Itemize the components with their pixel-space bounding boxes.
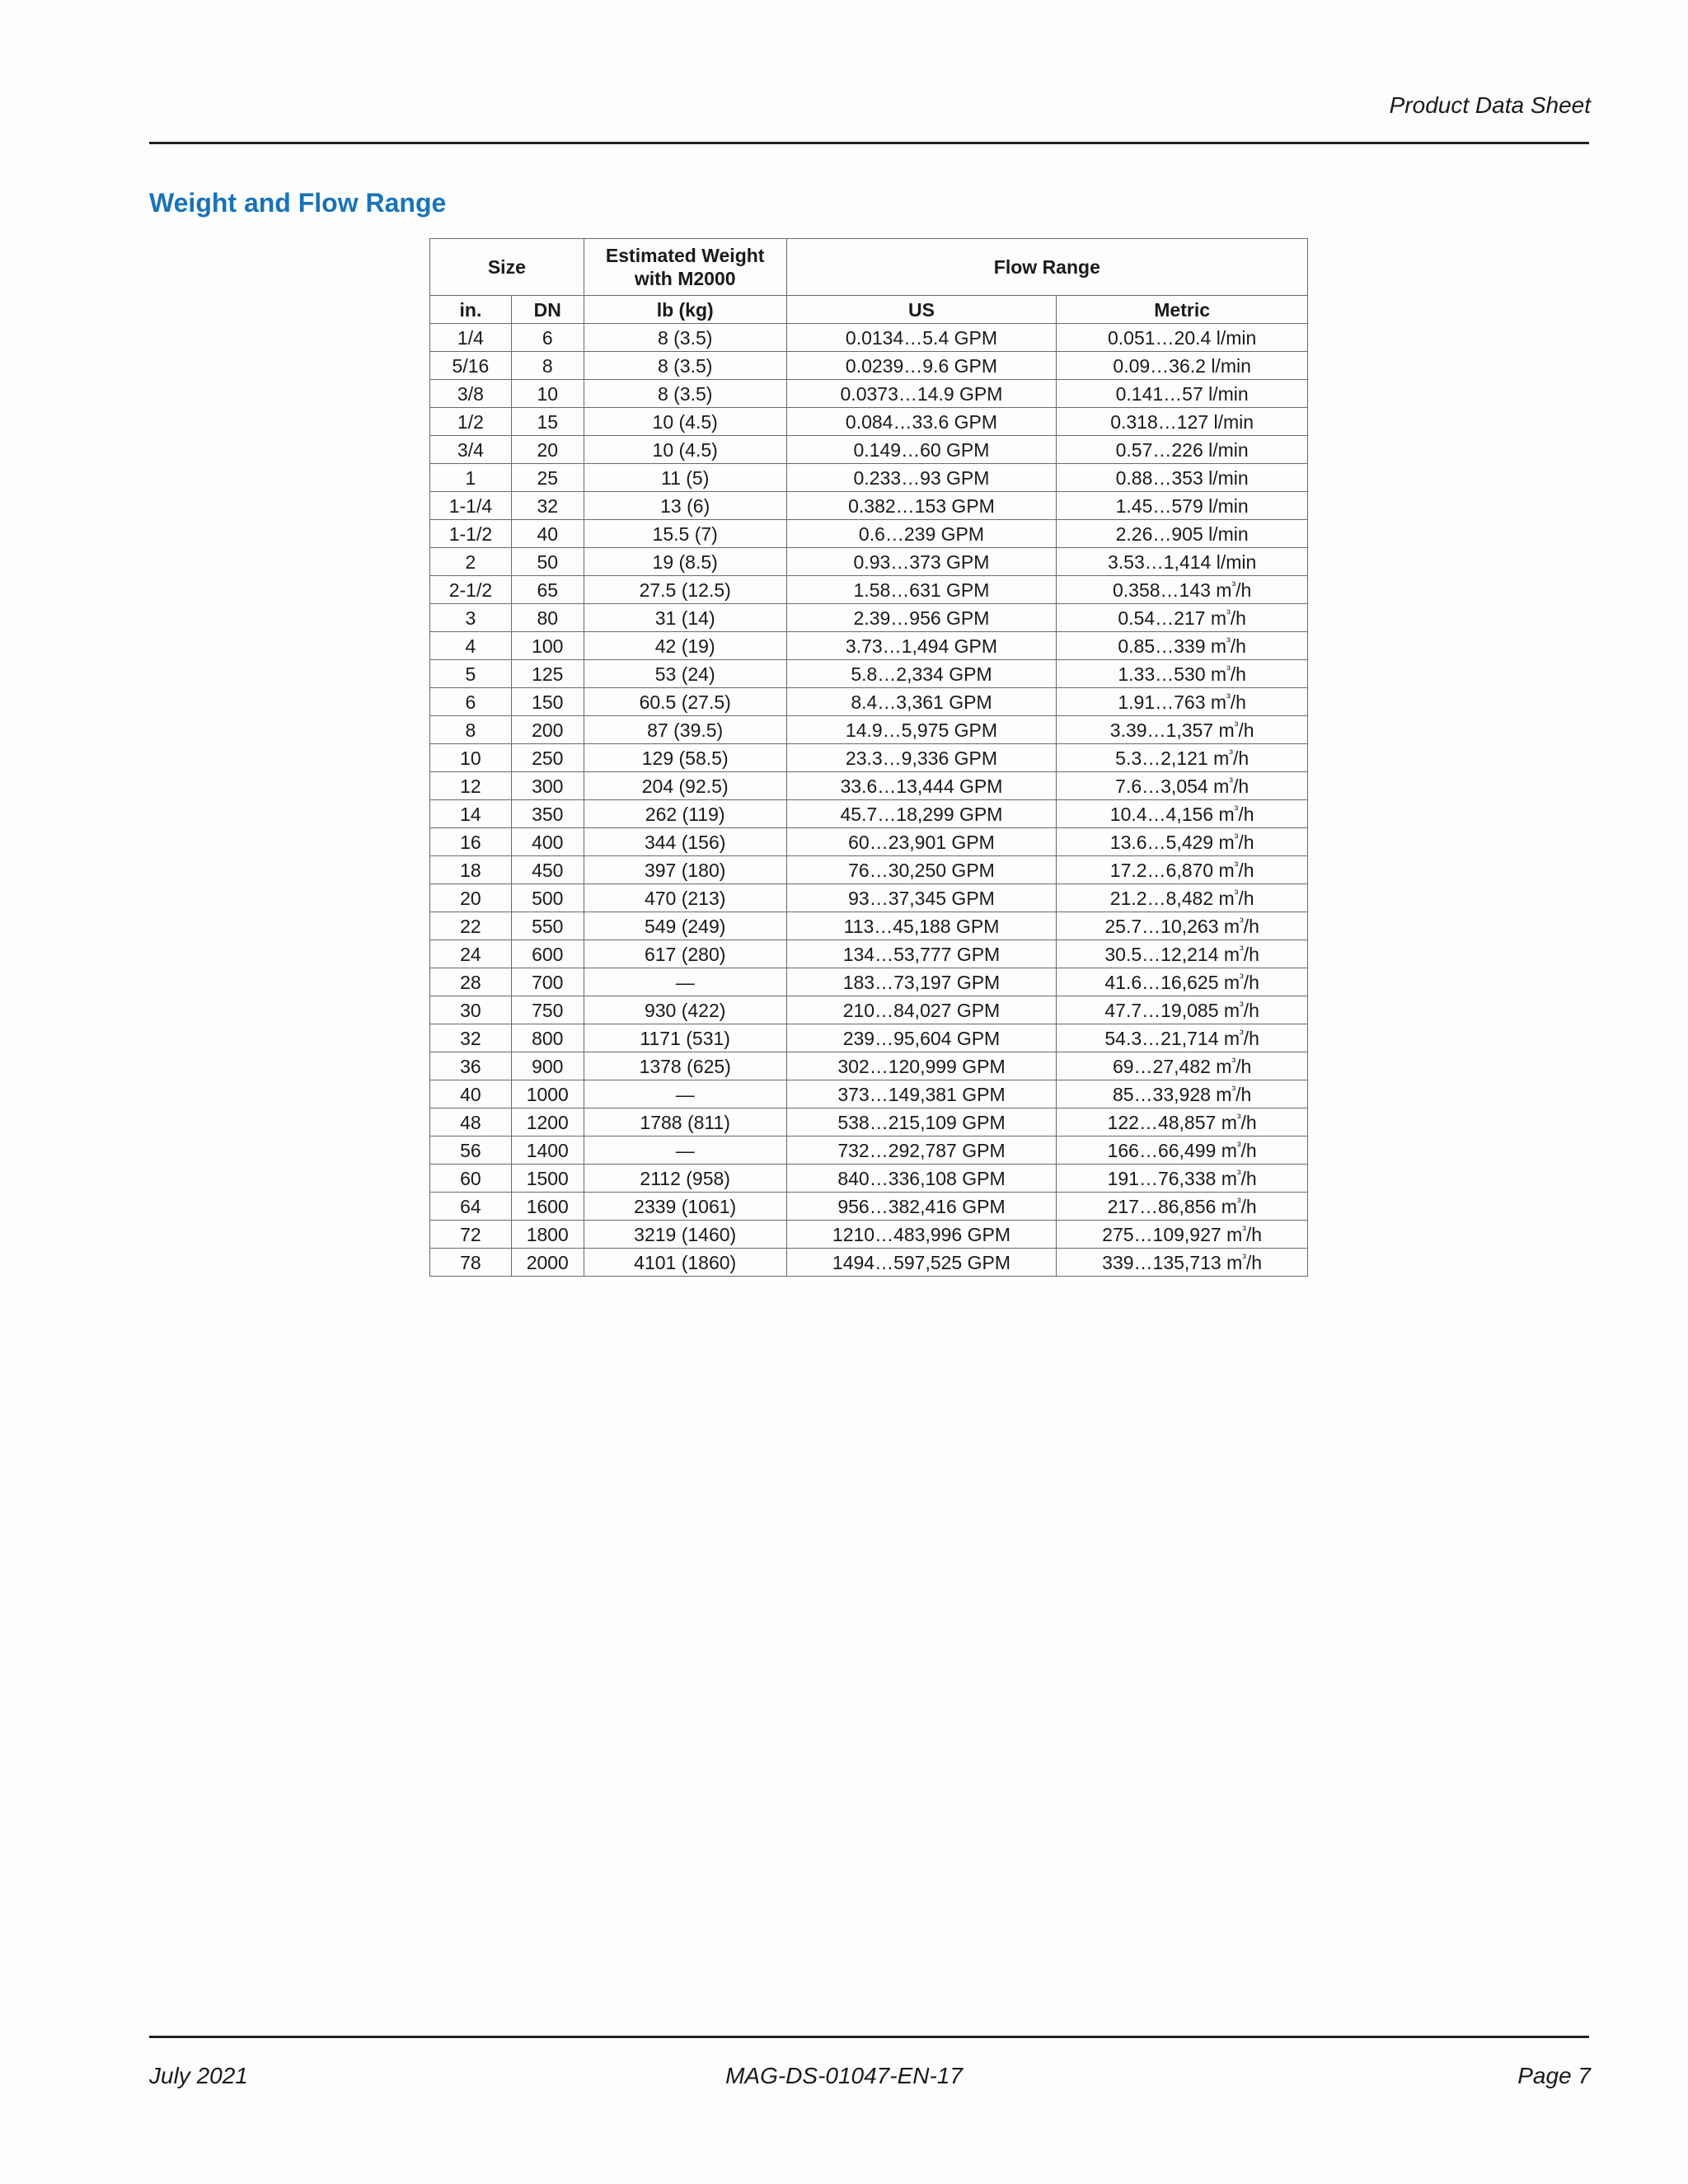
cell-size-in: 1/4	[430, 324, 512, 352]
cell-weight: 8 (3.5)	[584, 380, 786, 408]
cell-flow-us: 3.73…1,494 GPM	[786, 632, 1057, 660]
column-header-in: in.	[430, 296, 512, 324]
cell-flow-us: 14.9…5,975 GPM	[786, 716, 1057, 744]
cell-size-in: 3	[430, 604, 512, 632]
section-title: Weight and Flow Range	[149, 188, 447, 218]
footer-divider	[149, 2036, 1589, 2038]
cell-size-in: 5	[430, 660, 512, 688]
table-row	[430, 380, 1308, 408]
cell-size-in: 40	[430, 1080, 512, 1108]
cell-size-dn: 1800	[511, 1221, 584, 1249]
cell-weight: 1171 (531)	[584, 1024, 786, 1052]
cell-size-dn: 40	[511, 520, 584, 548]
table-row	[430, 632, 1308, 660]
table-row	[430, 324, 1308, 352]
cell-flow-metric: 166…66,499 $m^{^3}/h$	[1057, 1137, 1308, 1165]
cell-size-in: 1/2	[430, 408, 512, 436]
cell-size-dn: 15	[511, 408, 584, 436]
table-row	[430, 800, 1308, 828]
table-row	[430, 436, 1308, 464]
cell-flow-metric: 3.39…1,357 $m^{^3}/h$	[1057, 716, 1308, 744]
cell-flow-metric: 7.6…3,054 $m^{^3}/h$	[1057, 772, 1308, 800]
cell-flow-us: 0.0134…5.4 GPM	[786, 324, 1057, 352]
cell-flow-metric: 3.53…1,414 l/min	[1057, 548, 1308, 576]
cell-size-dn: 350	[511, 800, 584, 828]
cell-size-in: 72	[430, 1221, 512, 1249]
cell-weight: 13 (6)	[584, 492, 786, 520]
table-row	[430, 856, 1308, 884]
cell-flow-metric: 41.6…16,625 $m^{^3}/h$	[1057, 968, 1308, 996]
cell-flow-metric: 13.6…5,429 $m^{^3}/h$	[1057, 828, 1308, 856]
cell-weight: 549 (249)	[584, 912, 786, 940]
cell-size-dn: 700	[511, 968, 584, 996]
cell-weight: 10 (4.5)	[584, 408, 786, 436]
cell-weight: 87 (39.5)	[584, 716, 786, 744]
cell-size-in: 30	[430, 996, 512, 1024]
table-row	[430, 884, 1308, 912]
cell-size-in: 1-1/2	[430, 520, 512, 548]
cell-flow-metric: 17.2…6,870 $m^{^3}/h$	[1057, 856, 1308, 884]
cell-weight: 470 (213)	[584, 884, 786, 912]
table-row	[430, 1249, 1308, 1277]
cell-size-in: 6	[430, 688, 512, 716]
cell-size-dn: 200	[511, 716, 584, 744]
table-row	[430, 772, 1308, 800]
cell-weight: 27.5 (12.5)	[584, 576, 786, 604]
cell-size-in: 8	[430, 716, 512, 744]
cell-flow-us: 5.8…2,334 GPM	[786, 660, 1057, 688]
cell-size-dn: 1200	[511, 1108, 584, 1137]
table-row	[430, 408, 1308, 436]
cell-size-dn: 2000	[511, 1249, 584, 1277]
cell-size-dn: 750	[511, 996, 584, 1024]
cell-size-dn: 1500	[511, 1165, 584, 1193]
table-row	[430, 744, 1308, 772]
cell-flow-metric: 191…76,338 $m^{^3}/h$	[1057, 1165, 1308, 1193]
table-row	[430, 660, 1308, 688]
cell-flow-us: 1210…483,996 GPM	[786, 1221, 1057, 1249]
cell-size-dn: 50	[511, 548, 584, 576]
table-row	[430, 968, 1308, 996]
footer-page-number: Page 7	[1517, 2063, 1591, 2088]
cell-weight: —	[584, 1080, 786, 1108]
cell-weight: 617 (280)	[584, 940, 786, 968]
cell-size-dn: 900	[511, 1052, 584, 1080]
cell-size-in: 10	[430, 744, 512, 772]
cell-flow-us: 732…292,787 GPM	[786, 1137, 1057, 1165]
cell-size-dn: 450	[511, 856, 584, 884]
cell-size-in: 22	[430, 912, 512, 940]
cell-size-in: 3/4	[430, 436, 512, 464]
cell-flow-us: 23.3…9,336 GPM	[786, 744, 1057, 772]
cell-flow-metric: 0.85…339 $m^{^3}/h$	[1057, 632, 1308, 660]
cell-flow-us: 538…215,109 GPM	[786, 1108, 1057, 1137]
cell-weight: 397 (180)	[584, 856, 786, 884]
cell-flow-us: 60…23,901 GPM	[786, 828, 1057, 856]
cell-flow-us: 45.7…18,299 GPM	[786, 800, 1057, 828]
cell-flow-us: 0.0239…9.6 GPM	[786, 352, 1057, 380]
cell-flow-metric: 25.7…10,263 $m^{^3}/h$	[1057, 912, 1308, 940]
cell-weight: 129 (58.5)	[584, 744, 786, 772]
cell-size-dn: 150	[511, 688, 584, 716]
cell-flow-us: 76…30,250 GPM	[786, 856, 1057, 884]
cell-size-in: 64	[430, 1193, 512, 1221]
column-header-dn: DN	[511, 296, 584, 324]
table-row	[430, 352, 1308, 380]
cell-size-dn: 25	[511, 464, 584, 492]
cell-weight: 1378 (625)	[584, 1052, 786, 1080]
table-body	[430, 324, 1308, 1277]
cell-flow-metric: 5.3…2,121 $m^{^3}/h$	[1057, 744, 1308, 772]
cell-size-dn: 6	[511, 324, 584, 352]
cell-weight: 11 (5)	[584, 464, 786, 492]
cell-flow-metric: 0.318…127 l/min	[1057, 408, 1308, 436]
flow-group-header: Flow Range	[786, 239, 1307, 296]
cell-flow-us: 1494…597,525 GPM	[786, 1249, 1057, 1277]
cell-flow-us: 956…382,416 GPM	[786, 1193, 1057, 1221]
cell-size-dn: 8	[511, 352, 584, 380]
cell-size-in: 28	[430, 968, 512, 996]
cell-size-in: 4	[430, 632, 512, 660]
cell-flow-us: 0.6…239 GPM	[786, 520, 1057, 548]
cell-flow-us: 302…120,999 GPM	[786, 1052, 1057, 1080]
cell-weight: —	[584, 968, 786, 996]
weight-group-header-text: Estimated Weight with M2000	[605, 245, 765, 289]
cell-weight: 8 (3.5)	[584, 352, 786, 380]
cell-size-in: 16	[430, 828, 512, 856]
table-row	[430, 912, 1308, 940]
cell-flow-us: 239…95,604 GPM	[786, 1024, 1057, 1052]
table-row	[430, 1080, 1308, 1108]
cell-size-dn: 550	[511, 912, 584, 940]
cell-weight: 2112 (958)	[584, 1165, 786, 1193]
cell-size-in: 2	[430, 548, 512, 576]
cell-size-dn: 1600	[511, 1193, 584, 1221]
cell-size-dn: 32	[511, 492, 584, 520]
cell-flow-metric: 275…109,927 $m^{^3}/h$	[1057, 1221, 1308, 1249]
cell-size-dn: 800	[511, 1024, 584, 1052]
cell-flow-metric: 54.3…21,714 $m^{^3}/h$	[1057, 1024, 1308, 1052]
cell-size-in: 48	[430, 1108, 512, 1137]
cell-flow-metric: 85…33,928 $m^{^3}/h$	[1057, 1080, 1308, 1108]
cell-size-in: 36	[430, 1052, 512, 1080]
cell-size-dn: 80	[511, 604, 584, 632]
cell-weight: 204 (92.5)	[584, 772, 786, 800]
table-row	[430, 1165, 1308, 1193]
cell-size-dn: 20	[511, 436, 584, 464]
table-row	[430, 716, 1308, 744]
cell-weight: 10 (4.5)	[584, 436, 786, 464]
cell-flow-us: 1.58…631 GPM	[786, 576, 1057, 604]
cell-weight: 262 (119)	[584, 800, 786, 828]
cell-flow-metric: 0.54…217 $m^{^3}/h$	[1057, 604, 1308, 632]
cell-flow-metric: 69…27,482 $m^{^3}/h$	[1057, 1052, 1308, 1080]
cell-flow-us: 183…73,197 GPM	[786, 968, 1057, 996]
cell-size-in: 2-1/2	[430, 576, 512, 604]
cell-flow-us: 33.6…13,444 GPM	[786, 772, 1057, 800]
size-group-header: Size	[430, 239, 584, 296]
cell-weight: 4101 (1860)	[584, 1249, 786, 1277]
table-row	[430, 576, 1308, 604]
table-row	[430, 604, 1308, 632]
cell-flow-metric: 2.26…905 l/min	[1057, 520, 1308, 548]
cell-flow-metric: 122…48,857 $m^{^3}/h$	[1057, 1108, 1308, 1137]
cell-size-in: 24	[430, 940, 512, 968]
cell-weight: 31 (14)	[584, 604, 786, 632]
cell-size-dn: 250	[511, 744, 584, 772]
column-header-us: US	[786, 296, 1057, 324]
cell-flow-metric: 0.57…226 l/min	[1057, 436, 1308, 464]
cell-size-dn: 100	[511, 632, 584, 660]
table-row	[430, 1024, 1308, 1052]
table-row	[430, 464, 1308, 492]
cell-size-dn: 400	[511, 828, 584, 856]
table-row	[430, 492, 1308, 520]
cell-flow-us: 0.233…93 GPM	[786, 464, 1057, 492]
page-header-title: Product Data Sheet	[1389, 92, 1591, 118]
table-row	[430, 548, 1308, 576]
cell-size-in: 5/16	[430, 352, 512, 380]
cell-size-in: 1-1/4	[430, 492, 512, 520]
cell-flow-us: 8.4…3,361 GPM	[786, 688, 1057, 716]
cell-size-dn: 125	[511, 660, 584, 688]
table-row	[430, 688, 1308, 716]
cell-weight: 15.5 (7)	[584, 520, 786, 548]
cell-flow-us: 0.382…153 GPM	[786, 492, 1057, 520]
cell-weight: 19 (8.5)	[584, 548, 786, 576]
footer-date: July 2021	[149, 2063, 248, 2088]
cell-flow-us: 2.39…956 GPM	[786, 604, 1057, 632]
table-row	[430, 1052, 1308, 1080]
cell-flow-metric: 0.141…57 l/min	[1057, 380, 1308, 408]
table-row	[430, 996, 1308, 1024]
cell-size-in: 56	[430, 1137, 512, 1165]
cell-size-dn: 600	[511, 940, 584, 968]
cell-weight: 53 (24)	[584, 660, 786, 688]
table-row	[430, 1193, 1308, 1221]
header-divider	[149, 142, 1589, 144]
cell-flow-metric: 217…86,856 $m^{^3}/h$	[1057, 1193, 1308, 1221]
table-row	[430, 1137, 1308, 1165]
cell-weight: 930 (422)	[584, 996, 786, 1024]
cell-flow-us: 210…84,027 GPM	[786, 996, 1057, 1024]
cell-flow-metric: 30.5…12,214 $m^{^3}/h$	[1057, 940, 1308, 968]
cell-weight: 60.5 (27.5)	[584, 688, 786, 716]
cell-size-in: 18	[430, 856, 512, 884]
cell-size-in: 20	[430, 884, 512, 912]
cell-flow-us: 0.0373…14.9 GPM	[786, 380, 1057, 408]
column-header-weight: lb (kg)	[584, 296, 786, 324]
cell-size-dn: 1400	[511, 1137, 584, 1165]
cell-flow-us: 0.149…60 GPM	[786, 436, 1057, 464]
table-row	[430, 520, 1308, 548]
cell-flow-metric: 47.7…19,085 $m^{^3}/h$	[1057, 996, 1308, 1024]
cell-flow-metric: 0.09…36.2 l/min	[1057, 352, 1308, 380]
cell-size-in: 1	[430, 464, 512, 492]
cell-size-dn: 1000	[511, 1080, 584, 1108]
cell-size-in: 3/8	[430, 380, 512, 408]
cell-size-in: 14	[430, 800, 512, 828]
cell-flow-us: 134…53,777 GPM	[786, 940, 1057, 968]
column-header-metric: Metric	[1057, 296, 1308, 324]
cell-flow-metric: 10.4…4,156 $m^{^3}/h$	[1057, 800, 1308, 828]
table-row	[430, 1108, 1308, 1137]
footer-doc-id: MAG-DS-01047-EN-17	[725, 2063, 963, 2088]
cell-weight: 344 (156)	[584, 828, 786, 856]
cell-weight: 42 (19)	[584, 632, 786, 660]
cell-size-dn: 500	[511, 884, 584, 912]
cell-weight: —	[584, 1137, 786, 1165]
cell-flow-metric: 1.45…579 l/min	[1057, 492, 1308, 520]
cell-flow-us: 0.93…373 GPM	[786, 548, 1057, 576]
weight-flow-table	[429, 238, 1308, 1277]
cell-flow-metric: 0.358…143 $m^{^3}/h$	[1057, 576, 1308, 604]
cell-weight: 2339 (1061)	[584, 1193, 786, 1221]
table-row	[430, 1221, 1308, 1249]
cell-flow-us: 373…149,381 GPM	[786, 1080, 1057, 1108]
cell-flow-us: 113…45,188 GPM	[786, 912, 1057, 940]
cell-size-in: 60	[430, 1165, 512, 1193]
cell-flow-metric: 0.88…353 l/min	[1057, 464, 1308, 492]
cell-weight: 1788 (811)	[584, 1108, 786, 1137]
cell-flow-metric: 0.051…20.4 l/min	[1057, 324, 1308, 352]
cell-flow-metric: 339…135,713 $m^{^3}/h$	[1057, 1249, 1308, 1277]
cell-weight: 8 (3.5)	[584, 324, 786, 352]
cell-flow-us: 0.084…33.6 GPM	[786, 408, 1057, 436]
table-row	[430, 940, 1308, 968]
cell-flow-metric: 1.33…530 $m^{^3}/h$	[1057, 660, 1308, 688]
cell-size-in: 32	[430, 1024, 512, 1052]
table-row	[430, 828, 1308, 856]
cell-flow-us: 840…336,108 GPM	[786, 1165, 1057, 1193]
cell-flow-us: 93…37,345 GPM	[786, 884, 1057, 912]
cell-size-in: 78	[430, 1249, 512, 1277]
weight-group-header	[584, 239, 786, 296]
cell-flow-metric: 1.91…763 $m^{^3}/h$	[1057, 688, 1308, 716]
cell-size-dn: 10	[511, 380, 584, 408]
cell-size-in: 12	[430, 772, 512, 800]
cell-size-dn: 300	[511, 772, 584, 800]
cell-flow-metric: 21.2…8,482 $m^{^3}/h$	[1057, 884, 1308, 912]
cell-weight: 3219 (1460)	[584, 1221, 786, 1249]
cell-size-dn: 65	[511, 576, 584, 604]
